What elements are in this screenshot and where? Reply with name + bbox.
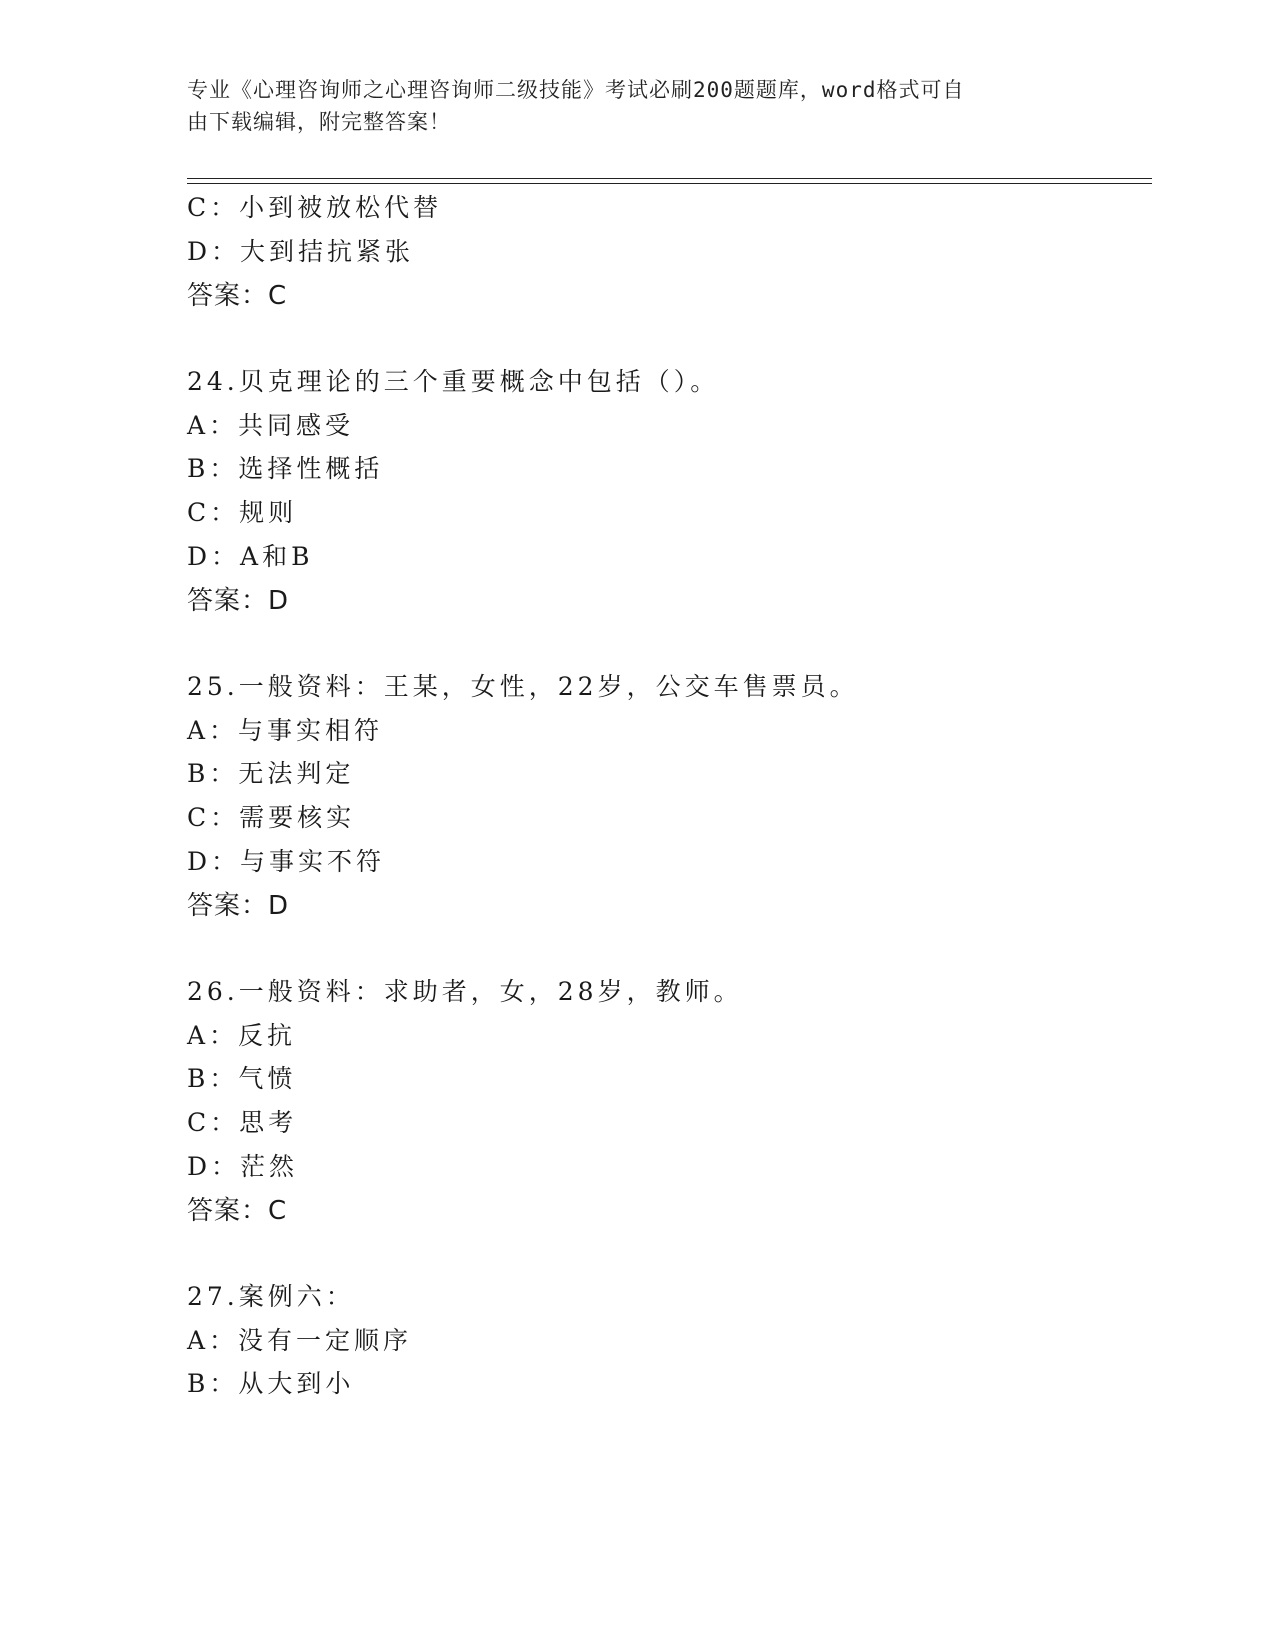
header-line-1: 专业《心理咨询师之心理咨询师二级技能》考试必刷200题题库，word格式可自 [187, 78, 965, 102]
option-b: B：从大到小 [187, 1369, 355, 1398]
option-a: A：共同感受 [187, 411, 355, 440]
option-d: D：茫然 [187, 1152, 299, 1181]
answer-line: 答案：D [187, 891, 290, 921]
option-b: B：无法判定 [187, 759, 355, 788]
answer-line: 答案：C [187, 281, 288, 311]
option-d: D：大到拮抗紧张 [187, 237, 415, 266]
option-b: B：气愤 [187, 1064, 297, 1093]
header-divider-top [187, 178, 1152, 179]
header-divider-bottom [187, 183, 1152, 184]
question-stem: 26.一般资料：求助者，女，28岁，教师。 [187, 977, 743, 1006]
question-stem: 27.案例六： [187, 1282, 355, 1311]
option-a: A：与事实相符 [187, 716, 384, 745]
question-stem: 24.贝克理论的三个重要概念中包括（）。 [187, 367, 720, 396]
option-d: D：与事实不符 [187, 847, 386, 876]
document-header [187, 74, 1067, 138]
answer-line: 答案：D [187, 586, 290, 616]
option-c: C：需要核实 [187, 803, 356, 832]
answer-line: 答案：C [187, 1196, 288, 1226]
option-c: C：思考 [187, 1108, 298, 1137]
option-c: C：小到被放松代替 [187, 193, 443, 222]
option-c: C：规则 [187, 498, 298, 527]
option-d: D：A和B [187, 542, 314, 571]
option-b: B：选择性概括 [187, 454, 384, 483]
question-stem: 25.一般资料：王某，女性，22岁，公交车售票员。 [187, 672, 859, 701]
header-line-2: 由下载编辑，附完整答案！ [187, 110, 451, 134]
option-a: A：没有一定顺序 [187, 1326, 413, 1355]
option-a: A：反抗 [187, 1021, 297, 1050]
